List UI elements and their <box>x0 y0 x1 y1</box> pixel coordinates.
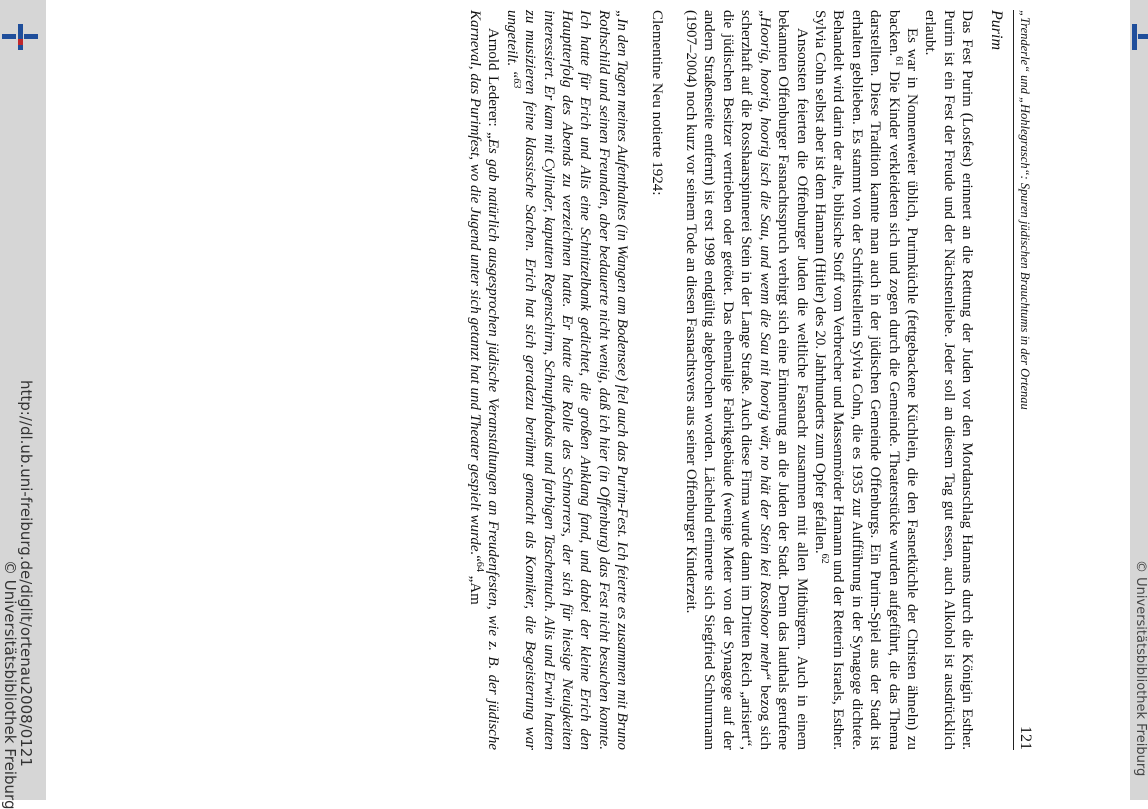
footnote-ref: 61 <box>892 56 904 67</box>
page-number: 121 <box>1017 726 1034 750</box>
footnote-ref: 64 <box>474 561 486 572</box>
paragraph-1: Das Fest Purim (Losfest) erinnert an die Rettung der Juden vor den Mordanschlag Hamans durch die Königin Esther. Purim ist ein Fest der Freude und der Nächstenliebe. Jeder soll an diesem Tag gut essen, auch Alkohol ist ausdrücklich erlaubt. <box>922 10 976 750</box>
viewer-left-margin <box>0 0 46 809</box>
paragraph-2: Es war in Nonnenweier üblich, Purimküchle (fettgebackene Küchlein, die den Fasnetküchle der Christen ähneln) zu backen.$^{61}$ Die Kinder verkleideten sich und zogen durch die Gemeinde. Theaterstücke wurden aufgeführt, die das Thema darstellten. Diese Tradition kannte man auch in der jüdischen Gemeinde Offenburgs. Ein Purim-Spiel aus der Stadt ist erhalten geblieben. Es stammt von der Schriftstellerin Sylvia Cohn, die es 1935 zur Aufführung in der Synagoge dichtete. Behandelt wird darin der alte, biblische Stoff vom Verbrecher und Massenmörder Hamann und der Retterin Israels, Esther. Sylvia Cohn selbst aber ist dem Hamann (Hitler) des 20. Jahrhunderts zum Opfer gefallen.$^{62}$ <box>811 10 920 750</box>
document-url[interactable]: http://dl.ub.uni-freiburg.de/diglit/ortenau2008/0121 <box>17 380 35 767</box>
running-head: „Trenderle“ und „Hohlegrasch“: Spuren jüdischen Brauchtums in der Ortenau <box>1018 10 1032 410</box>
paragraph-4: Clementine Neu notierte 1924: <box>648 10 665 196</box>
copyright-notice: © Universitätsbibliothek Freiburg <box>1 560 19 809</box>
quotation-block: „In den Tagen meines Aufenthaltes (in Wangen am Bodensee) fiel auch das Purim-Fest. Ich feierte es zusammen mit Bruno Rothschild und seinen Freunden, aber bedauerte nicht wenig, daß ich hier (in Offenburg) das Fest nicht besuchen konnte. Ich hatte für Erich und Alis eine Schnitzelbank gedichtet, die großen Anklang fand, und dabei der kleine Erich den Hauptterfolg des Abends zu verzeichnen hatte. Er hatte die Rolle des Schnorrers, der sich für hiesige Neuigkeiten interessiert. Er kam mit Cylinder, kaputten Regenschirm, Schnupftabaks und farbigen Taschentuch. Alis und Erwin hatten zu musizieren feine klassische Sachen. Erich hat sich geradezu berühmt gemacht als Komiker, die Begeisterung war ungeteilt. “$^{63}$ <box>503 10 631 750</box>
section-title: Purim <box>987 10 1005 50</box>
page-header <box>1013 10 1034 750</box>
footnote-ref: 63 <box>510 78 522 89</box>
footnote-ref: 62 <box>818 553 830 564</box>
scanned-page <box>100 0 1040 760</box>
viewer-right-margin <box>1130 0 1148 800</box>
paragraph-6: Arnold Lederer: „Es gab natürlich ausgesprochen jüdische Veranstaltungen an Freudenfesten, wie z. B. der jüdische Karneval, das Purimfest, wo die Jugend unter sich getanzt hat und Theater gespielt wurde.“$^{64}$ „Am <box>467 10 502 751</box>
copyright-notice-right: © Universitätsbibliothek Freiburg <box>1133 560 1148 777</box>
paragraph-3: Ansonsten feierten die Offenburger Juden die weltliche Fasnacht zusammen mit allen Mitbürgern. Auch in einem bekannten Offenburger Fasnachtsspruch verbirgt sich eine Erinnerung an die Juden der Stadt. Denn das lauthals gerufene „Hoorig, hoorig, hoorig isch die Sau, und wenn die Sau nit hoorig wär, no hät der Stein kei Rosshoor mehr“ bezog sich scherzhaft auf die Rosshaarspinnerei Stein in der Lange Straße. Auch diese Firma wurde dann im Dritten Reich „arisiert“, die jüdischen Besitzer vertrieben oder getötet. Das ehemalige Fabrikgebäude (wenige Meter von der Synagoge auf der andern Straßenseite entfernt) ist erst 1998 endgültig abgebrochen worden. Lächelnd erinnerte sich Siegfried Schnurmann (1907–2004) noch kurz vor seinem Tode an diesen Fasnachtsvers aus seiner Offenburger Kinderzeit. <box>683 10 810 750</box>
rotated-page <box>100 0 1040 760</box>
